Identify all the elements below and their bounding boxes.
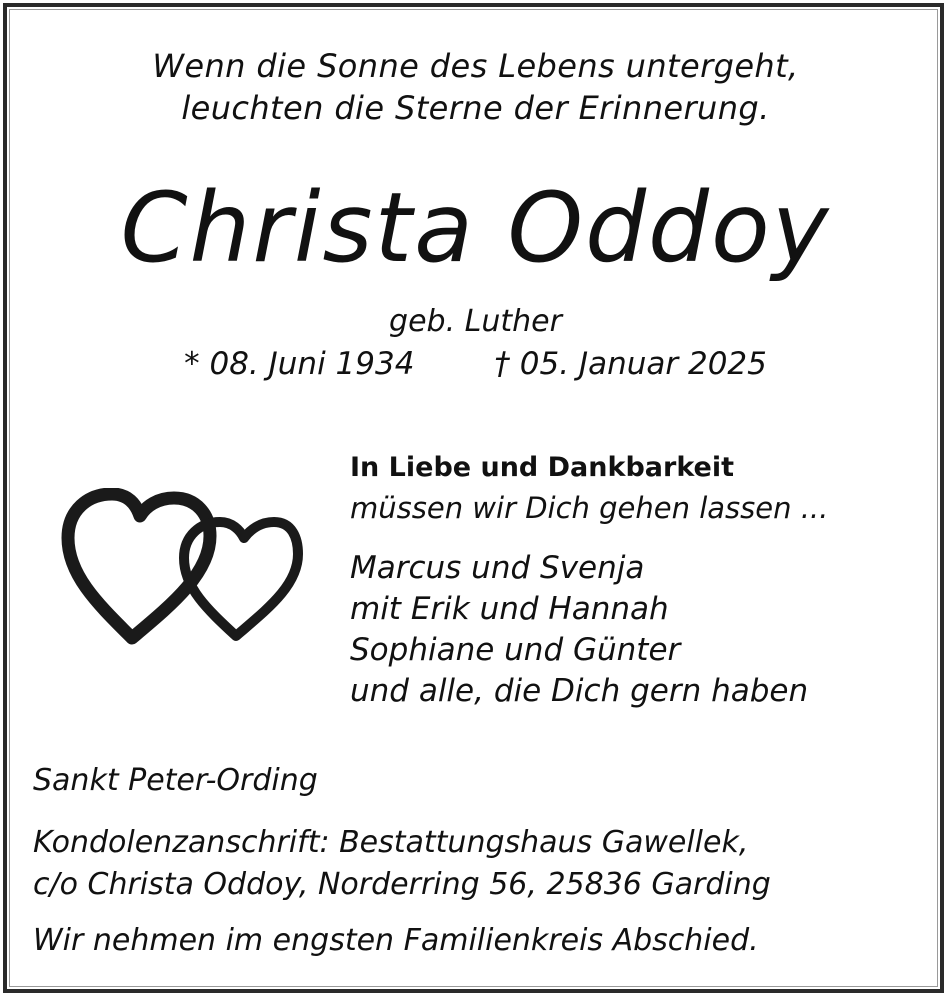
two-interlocked-hearts-icon (60, 488, 305, 653)
quote-line-2: leuchten die Sterne der Erinnerung. (181, 89, 770, 127)
closing-note: Wir nehmen im engsten Familienkreis Abschied. (33, 923, 759, 958)
message-line: müssen wir Dich gehen lassen ... (350, 491, 829, 525)
condolence-line-1: Kondolenzanschrift: Bestattungshaus Gawellek, (33, 825, 749, 860)
place-name: Sankt Peter-Ording (33, 763, 318, 798)
memorial-quote (0, 45, 951, 129)
family-member: und alle, die Dich gern haben (350, 673, 809, 709)
condolence-address (33, 822, 933, 906)
family-list (350, 548, 930, 712)
deceased-name: Christa Oddoy (120, 172, 831, 284)
family-member: Sophiane und Günter (350, 632, 681, 668)
life-dates (0, 342, 951, 386)
quote-line-1: Wenn die Sonne des Lebens untergeht, (152, 47, 799, 85)
message-block (350, 448, 930, 528)
condolence-line-2: c/o Christa Oddoy, Norderring 56, 25836 Garding (33, 867, 771, 902)
death-date: † 05. Januar 2025 (494, 346, 767, 382)
maiden-name: geb. Luther (389, 304, 562, 339)
family-member: mit Erik und Hannah (350, 591, 669, 627)
family-member: Marcus und Svenja (350, 550, 645, 586)
message-title: In Liebe und Dankbarkeit (350, 452, 735, 483)
birth-date: * 08. Juni 1934 (184, 346, 415, 382)
